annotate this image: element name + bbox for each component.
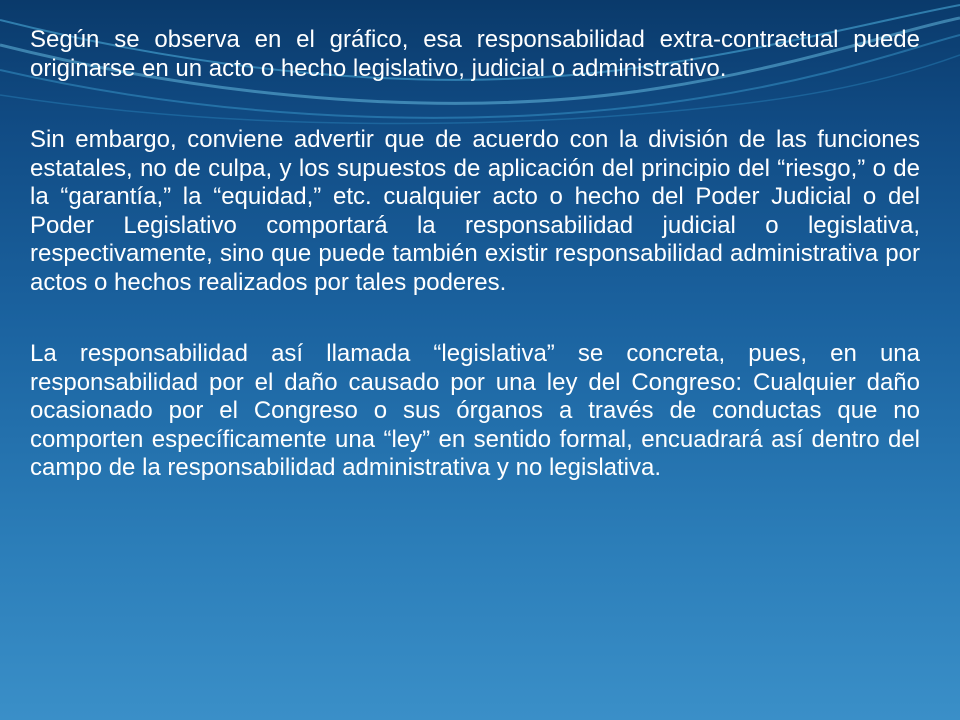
paragraph-responsabilidad-legislativa: La responsabilidad así llamada “legislativa” se concreta, pues, en una responsabilidad por el daño causado por una ley del Congreso: Cualquier daño ocasionado por el Congreso o sus órganos a través de conductas que no comporten específicamente una “ley” en sentido formal, encuadrará así dentro del campo de la responsabilidad administrativa y no legislativa. <box>30 340 920 481</box>
paragraph-intro: Según se observa en el gráfico, esa responsabilidad extra-contractual puede originarse en un acto o hecho legislativo, judicial o administrativo. <box>30 26 920 82</box>
paragraph-division-funciones: Sin embargo, conviene advertir que de acuerdo con la división de las funciones estatales, no de culpa, y los supuestos de aplicación del principio del “riesgo,” o de la “garantía,” la “equidad,” etc. cualquier acto o hecho del Poder Judicial o del Poder Legislativo comportará la responsabilidad judicial o legislativa, respectivamente, sino que puede también existir responsabilidad administrativa por actos o hechos realizados por tales poderes. <box>30 126 920 296</box>
slide-body <box>30 26 920 526</box>
